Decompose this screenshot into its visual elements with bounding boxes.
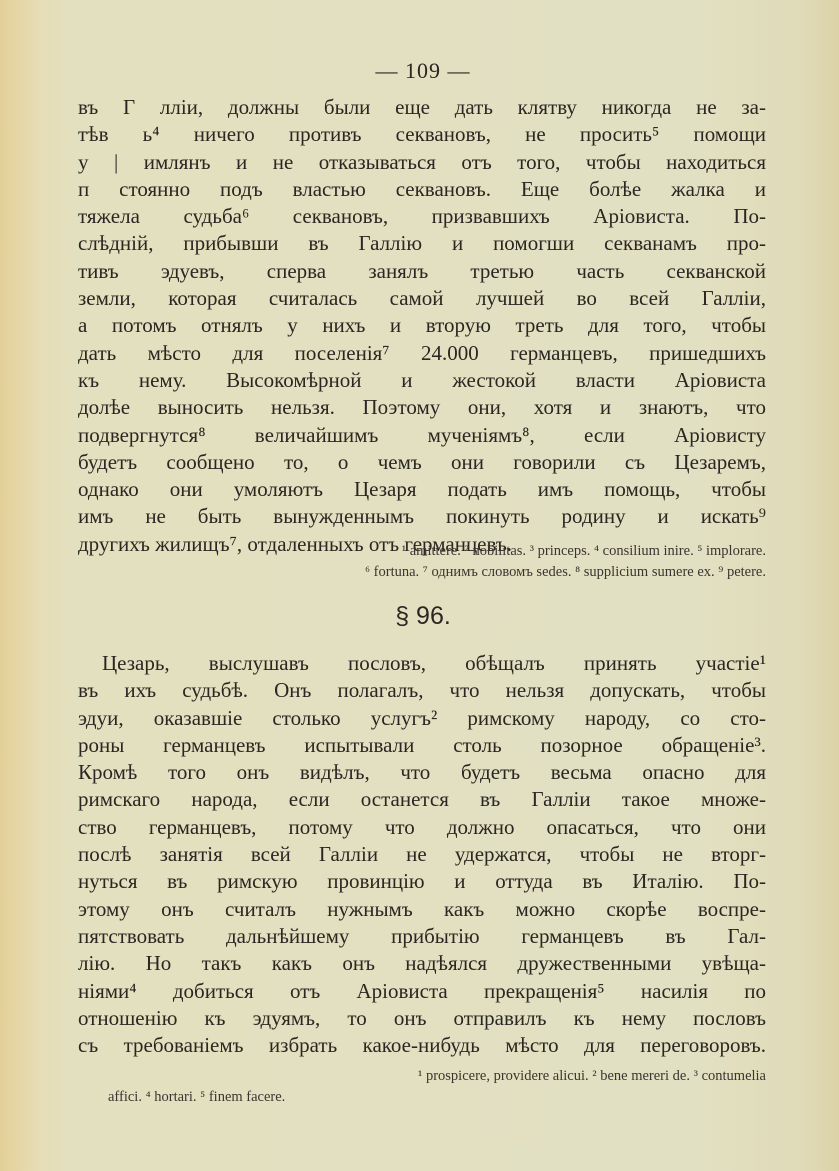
text-line: послѣ занятія всей Галліи не удержатся, чтобы не вторг- (78, 842, 766, 867)
text-line: а потомъ отнялъ у нихъ и вторую треть для того, чтобы (78, 313, 766, 338)
text-line: въ ихъ судьбѣ. Онъ полагалъ, что нельзя допускать, чтобы (78, 678, 766, 703)
footnote-line: affici. ⁴ hortari. ⁵ finem facere. (108, 1089, 286, 1105)
text-line: будетъ сообщено то, о чемъ они говорили съ Цезаремъ, (78, 449, 766, 474)
text-line: тѣв ь⁴ ничего противъ секвановъ, не просить⁵ помощи (78, 122, 766, 147)
footnote-line: ¹ amittere. ² nobilitas. ³ princeps. ⁴ consilium inire. ⁵ implorare. (401, 543, 766, 559)
section-heading: § 96. (395, 602, 451, 630)
footnotes-block-1 (78, 541, 766, 583)
text-line: имъ не быть вынужденнымъ покинуть родину и искать⁹ (78, 504, 766, 529)
paragraph-continued (78, 94, 766, 558)
text-line: земли, которая считалась самой лучшей во всей Галліи, (78, 286, 766, 311)
text-line: съ требованіемъ избрать какое-нибудь мѣсто для переговоровъ. (78, 1033, 766, 1058)
text-line: къ нему. Высокомѣрной и жестокой власти Аріовиста (78, 367, 766, 392)
text-line: ніями⁴ добиться отъ Аріовиста прекращенія⁵ насилія по (78, 978, 766, 1003)
paragraph-section-96 (78, 650, 766, 1059)
text-line: эдуи, оказавшіе столько услугъ² римскому народу, со сто- (78, 705, 766, 730)
page-number: — 109 — (375, 58, 471, 83)
text-line: тивъ эдуевъ, сперва занялъ третью часть секванской (78, 258, 766, 283)
text-line: п стоянно подъ властью секвановъ. Еще болѣе жалка и (78, 176, 766, 201)
footnote-line: ⁶ fortuna. ⁷ однимъ словомъ sedes. ⁸ supplicium sumere ex. ⁹ petere. (364, 564, 766, 580)
text-line: пятствовать дальнѣйшему прибытію германцевъ въ Гал- (78, 923, 766, 948)
text-line: Кромѣ того онъ видѣлъ, что будетъ весьма опасно для (78, 760, 766, 785)
footnote-line: ¹ prospicere, providere alicui. ² bene mereri de. ³ contumelia (417, 1068, 766, 1084)
text-line: нуться въ римскую провинцію и оттуда въ Италію. По- (78, 869, 766, 894)
text-line: отношенію къ эдуямъ, то онъ отправилъ къ нему пословъ (78, 1005, 766, 1030)
text-line: этому онъ считалъ нужнымъ какъ можно скорѣе воспре- (78, 896, 766, 921)
text-line: дать мѣсто для поселенія⁷ 24.000 германцевъ, пришедшихъ (78, 340, 766, 365)
text-line: римскаго народа, если останется въ Галліи такое множе- (78, 787, 766, 812)
text-line: тяжела судьба⁶ секвановъ, призвавшихъ Аріовиста. По- (78, 204, 766, 229)
text-line: лію. Но такъ какъ онъ надѣялся дружественными увѣща- (78, 951, 766, 976)
text-line: однако они умоляютъ Цезаря подать имъ помощь, чтобы (78, 477, 766, 502)
text-line: у | имлянъ и не отказываться отъ того, чтобы находиться (78, 149, 766, 174)
text-line: подвергнутся⁸ величайшимъ мученіямъ⁸, если Аріовисту (78, 422, 766, 447)
text-line: роны германцевъ испытывали столь позорное обращеніе³. (78, 732, 766, 757)
text-line: ство германцевъ, потому что должно опасаться, что они (78, 814, 766, 839)
text-line: другихъ жилищъ⁷, отдаленныхъ отъ германцевъ. (78, 531, 513, 556)
text-line: въ Г лліи, должны были еще дать клятву никогда не за- (78, 95, 766, 119)
text-line: Цезарь, выслушавъ пословъ, обѣщалъ принять участіе¹ (102, 651, 766, 675)
footnotes-block-2 (78, 1066, 766, 1108)
text-line: долѣе выносить нельзя. Поэтому они, хотя и знаютъ, что (78, 395, 766, 420)
text-line: слѣдній, прибывши въ Галлію и помогши секванамъ про- (78, 231, 766, 256)
